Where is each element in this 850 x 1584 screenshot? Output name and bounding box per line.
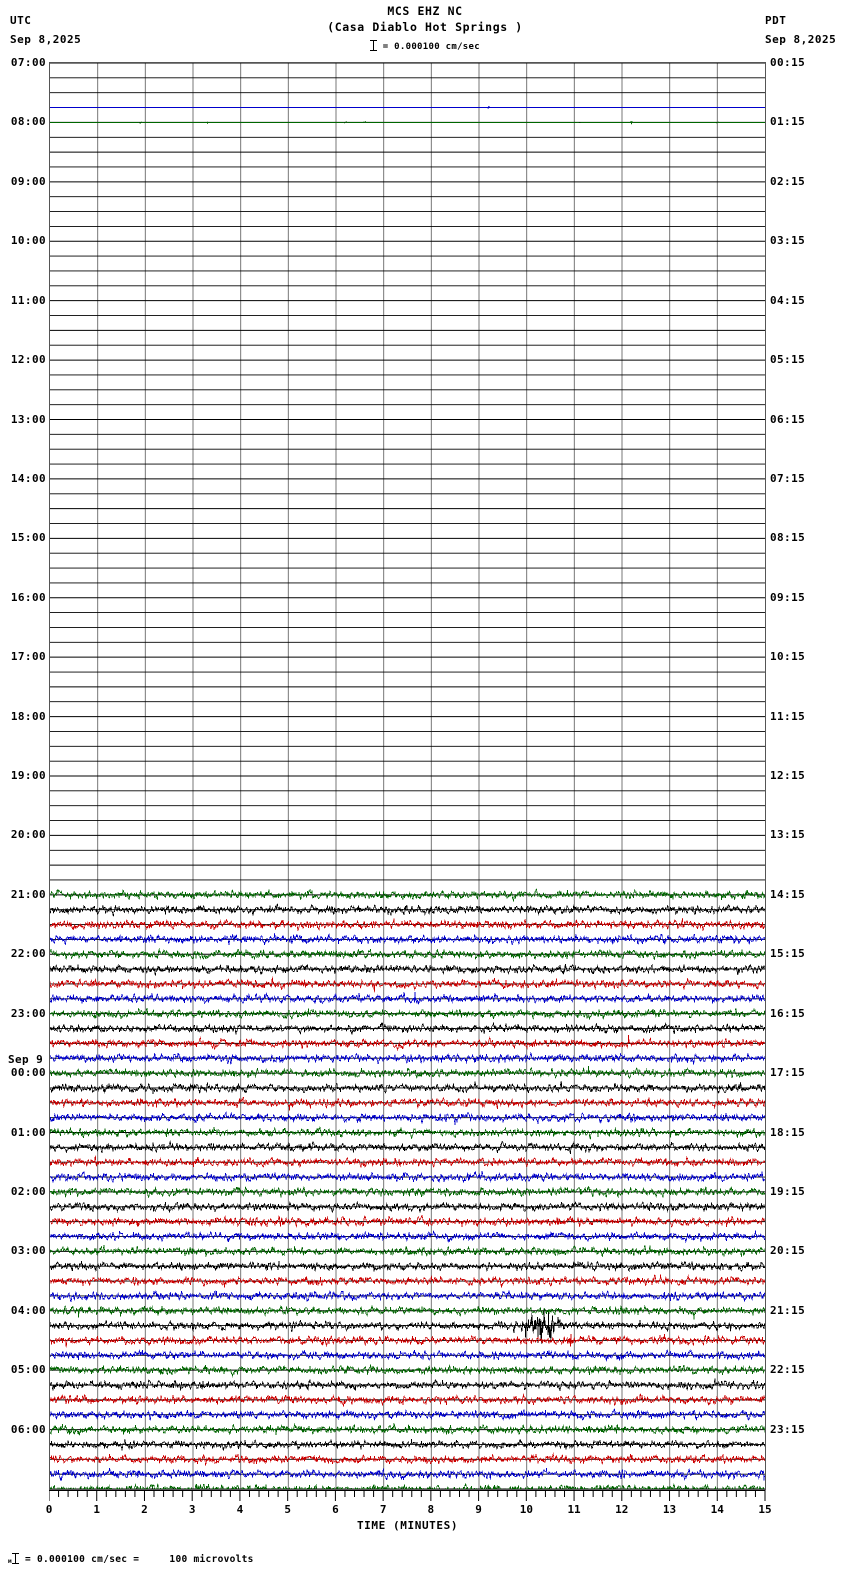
utc-hour-label: 01:00 [10,1125,46,1139]
utc-hour-label: 15:00 [10,531,46,545]
pdt-hour-label: 05:15 [770,353,806,367]
utc-hour-label: 21:00 [10,887,46,901]
horizontal-gridlines [50,63,765,1489]
x-tick-label: 3 [188,1503,196,1516]
utc-hour-label: 05:00 [10,1363,46,1377]
utc-hour-label: 02:00 [10,1184,46,1198]
x-tick-label: 4 [236,1503,244,1516]
utc-hour-label: 03:00 [10,1244,46,1258]
utc-hour-label: 09:00 [10,174,46,188]
utc-hour-label: 23:00 [10,1006,46,1020]
pdt-hour-label: 04:15 [770,293,806,307]
utc-hour-label: 19:00 [10,769,46,782]
scale-reference-note [0,40,850,52]
x-tick-label: 1 [93,1503,101,1516]
utc-hour-label: 12:00 [10,353,46,367]
x-tick-label: 5 [284,1503,291,1516]
utc-hour-label: 14:00 [10,471,46,485]
utc-hour-label: 16:00 [10,590,46,604]
utc-hour-label: 17:00 [10,650,46,664]
utc-date-label: Sep 8,2025 [10,33,82,46]
x-tick-label: 10 [519,1503,533,1516]
utc-hour-label: 20:00 [10,828,46,842]
pdt-hour-label: 09:15 [770,590,806,604]
pdt-hour-label: 10:15 [770,650,806,664]
pdt-hour-label: 11:15 [770,709,806,723]
utc-timezone-label: UTC [10,14,32,27]
utc-hour-label: 22:00 [10,947,46,961]
pdt-date-label: Sep 8,2025 [765,33,837,46]
x-tick-label: 15 [758,1503,772,1516]
seismogram-canvas [50,63,765,1489]
seismic-traces [50,106,765,1489]
scale-footnote [8,1553,254,1565]
x-tick-label: 9 [475,1503,482,1516]
pdt-hour-label: 15:15 [770,947,806,961]
utc-hour-label: 11:00 [10,293,46,307]
utc-hour-label: 04:00 [10,1303,46,1317]
pdt-hour-label: 03:15 [770,234,806,248]
pdt-hour-label: 23:15 [770,1422,806,1436]
footnote-scale-bar-icon [12,1553,19,1564]
utc-hour-label: 00:00 [10,1066,46,1080]
utc-hour-label: 06:00 [10,1422,46,1436]
pdt-hour-label: 02:15 [770,174,806,188]
x-tick-label: 14 [710,1503,724,1516]
pdt-timezone-label: PDT [765,14,787,27]
pdt-hour-label: 08:15 [770,531,806,545]
vertical-scale-bar-icon [370,40,377,51]
day-change-label: Sep 9 [8,1053,44,1067]
pdt-hour-label: 21:15 [770,1303,806,1317]
utc-hour-label: 13:00 [10,412,46,426]
x-tick-label: 7 [379,1503,387,1516]
pdt-hour-label: 13:15 [770,828,806,842]
pdt-hour-label: 12:15 [770,769,806,782]
pdt-hour-label: 22:15 [770,1363,806,1377]
pdt-hour-label: 07:15 [770,471,806,485]
utc-hour-label: 18:00 [10,709,46,723]
x-tick-label: 11 [567,1503,581,1516]
x-tick-label: 6 [332,1503,339,1516]
x-tick-label: 12 [615,1503,629,1516]
pdt-hour-label: 20:15 [770,1244,806,1258]
scale-reference-text: = 0.000100 cm/sec [382,42,480,52]
pdt-hour-label: 16:15 [770,1006,806,1020]
pdt-hour-label: 06:15 [770,412,806,426]
utc-hour-label: 10:00 [10,234,46,248]
x-tick-label: 0 [45,1503,53,1516]
pdt-hour-label: 17:15 [770,1066,806,1080]
seismogram-plot-area [49,62,766,1490]
footnote-prefix-glyph: м [8,1558,12,1565]
utc-hour-label: 07:00 [10,56,46,69]
x-axis-tickmarks [49,1490,766,1502]
utc-hour-label: 08:00 [10,115,46,129]
pdt-hour-label: 18:15 [770,1125,806,1139]
pdt-hour-label: 00:15 [770,56,806,69]
x-tick-label: 2 [141,1503,148,1516]
x-tick-label: 8 [427,1503,435,1516]
x-tick-label: 13 [662,1503,677,1516]
pdt-hour-label: 19:15 [770,1184,806,1198]
footnote-text: = 0.000100 cm/sec = 100 microvolts [24,1554,254,1565]
x-axis-title: TIME (MINUTES) [356,1519,459,1532]
station-location-subtitle: (Casa Diablo Hot Springs ) [327,20,523,34]
station-title: MCS EHZ NC [387,4,463,18]
pdt-hour-label: 01:15 [770,115,806,129]
pdt-hour-label: 14:15 [770,887,806,901]
